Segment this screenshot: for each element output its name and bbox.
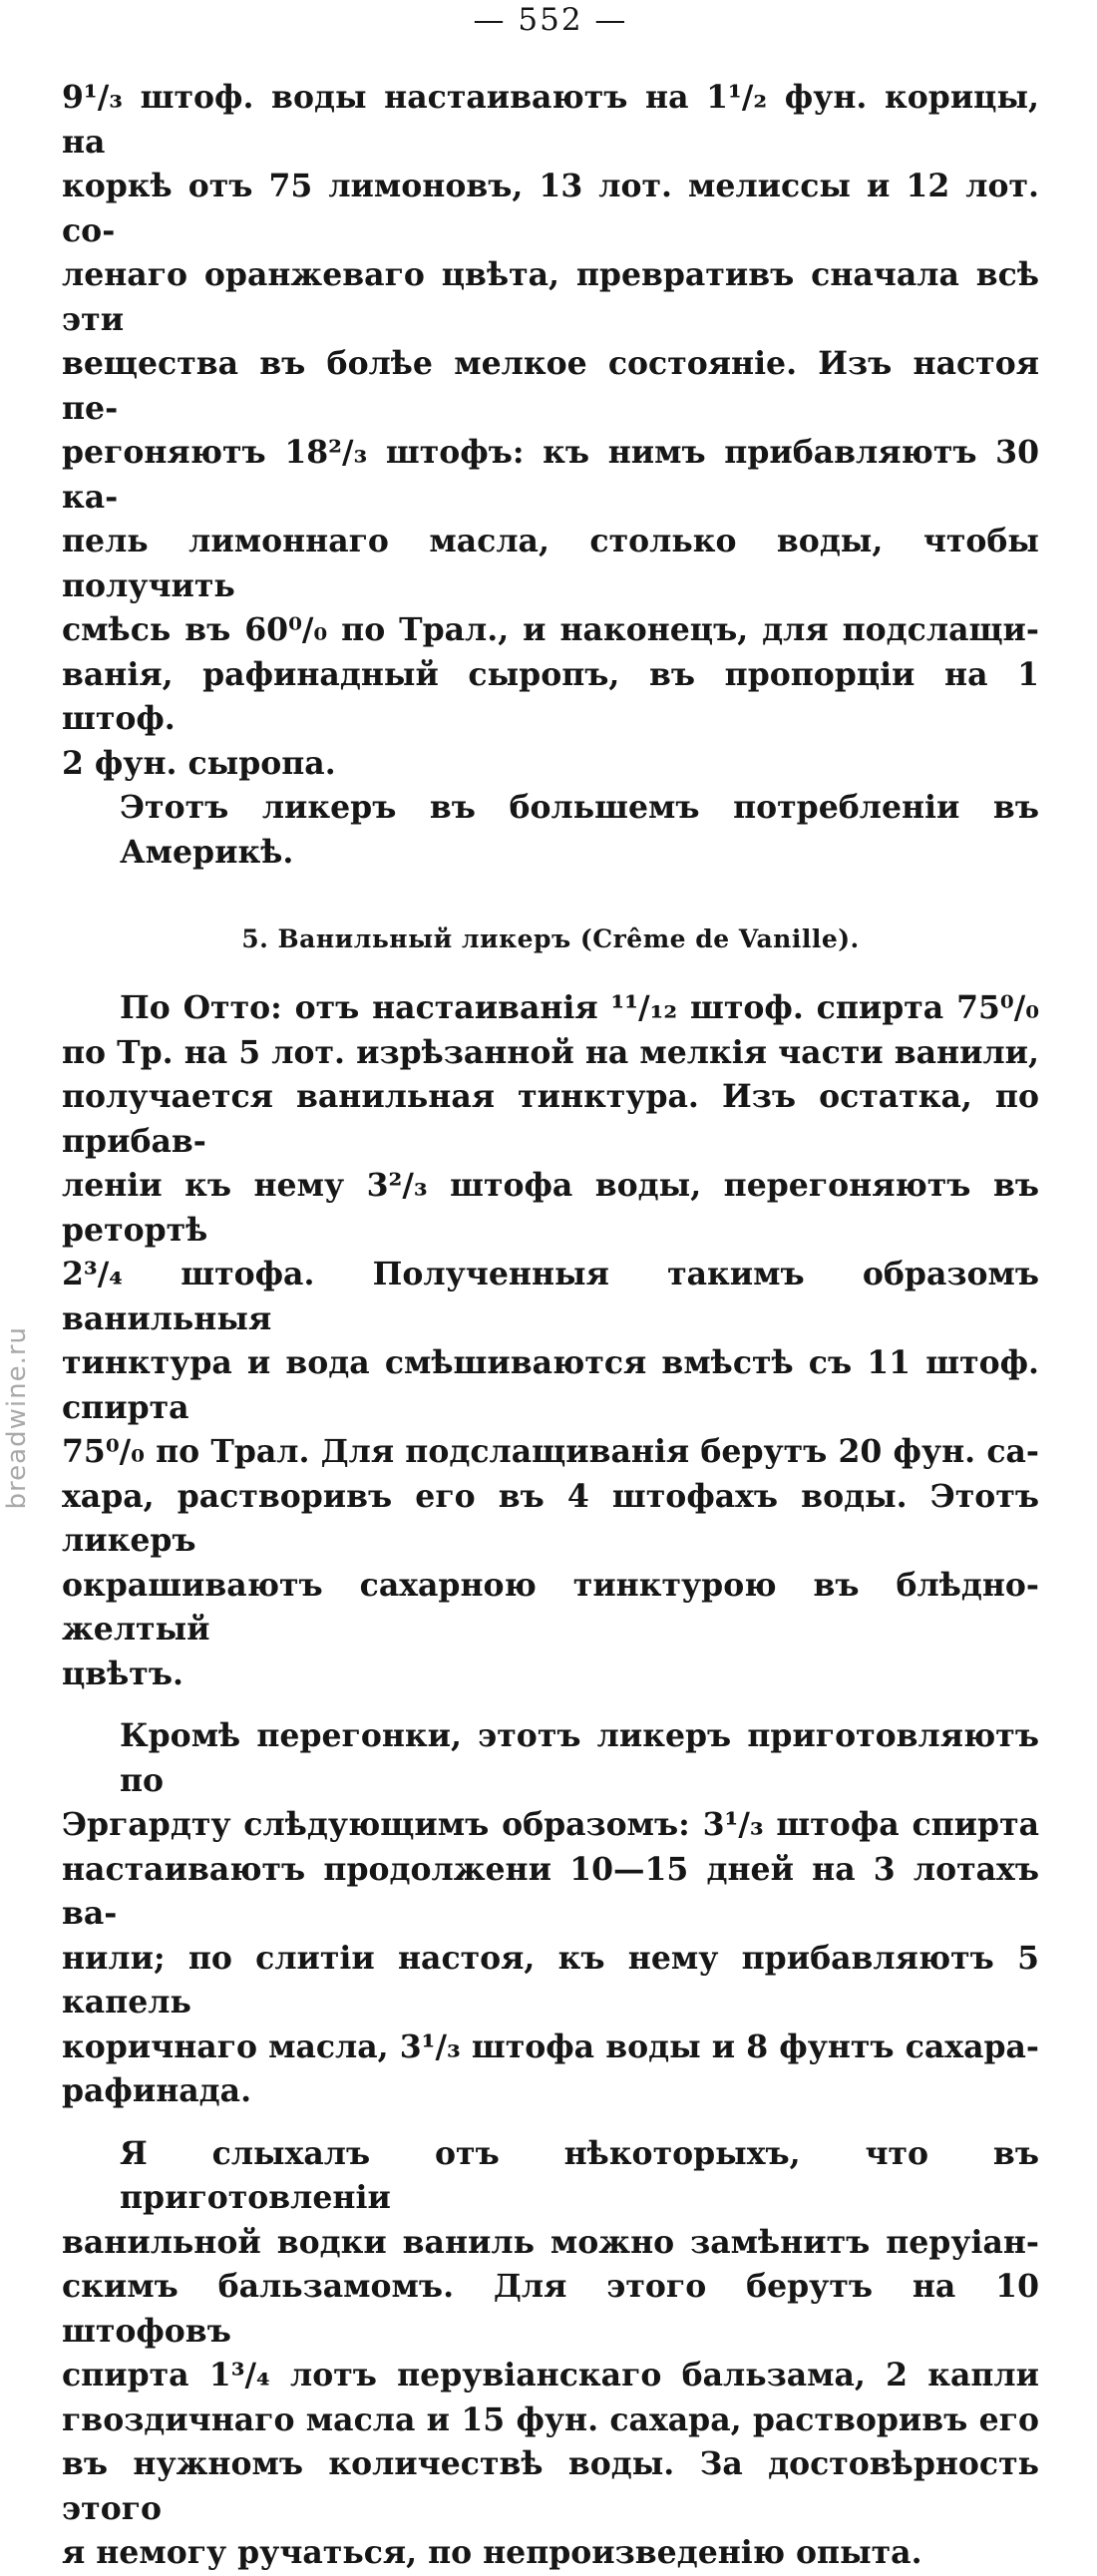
text-line: хара, растворивъ его въ 4 штофахъ воды. Этотъ ликеръ: [62, 1477, 1039, 1559]
text-line: получается ванильная тинктура. Изъ остатка, по прибав-: [62, 1078, 1039, 1160]
text-line: ванія, рафинадный сыропъ, въ пропорціи на 1 штоф.: [62, 655, 1039, 737]
text-line: гвоздичнаго масла и 15 фун. сахара, растворивъ его: [62, 2400, 1039, 2438]
text-line: 2 фун. сыропа.: [62, 744, 336, 782]
text-line: тинктура и вода смѣшиваются вмѣстѣ съ 11 штоф. спирта: [62, 1344, 1039, 1426]
text-line: 75⁰/₀ по Трал. Для подслащиванія берутъ 20 фун. са-: [62, 1433, 1039, 1470]
section-title: 5. Ванильный ликеръ (Crême de Vanille).: [241, 924, 860, 953]
text-line: настаиваютъ продолжени 10—15 дней на 3 лотахъ ва-: [62, 1850, 1039, 1932]
text-line: смѣсь въ 60⁰/₀ по Трал., и наконецъ, для подслащи-: [62, 611, 1039, 648]
text-line: По Отто: отъ настаиванія ¹¹/₁₂ штоф. спирта 75⁰/₀: [120, 989, 1039, 1026]
text-line: коричнаго масла, 3¹/₃ штофа воды и 8 фунтъ сахара-: [62, 2027, 1039, 2065]
text-line: нили; по слитіи настоя, къ нему прибавляютъ 5 капель: [62, 1939, 1039, 2021]
text-line: пель лимоннаго масла, столько воды, чтобы получить: [62, 523, 1039, 604]
text-line: скимъ бальзамомъ. Для этого берутъ на 10 штофовъ: [62, 2268, 1039, 2350]
text-line: цвѣтъ.: [62, 1655, 183, 1692]
text-line: Этотъ ликеръ въ большемъ потребленіи въ Америкѣ.: [120, 789, 1039, 871]
text-line: Я слыхалъ отъ нѣкоторыхъ, что въ приготовленіи: [120, 2134, 1039, 2216]
text-line: окрашиваютъ сахарною тинктурою въ блѣдно-желтый: [62, 1566, 1039, 1648]
text-line: 9¹/₃ штоф. воды настаиваютъ на 1¹/₂ фун. корицы, на: [62, 79, 1039, 161]
text-line: ванильной водки ваниль можно замѣнитъ перуіан-: [62, 2223, 1039, 2261]
text-line: рафинада.: [62, 2072, 252, 2109]
text-line: 2³/₄ штофа. Полученныя такимъ образомъ ванильныя: [62, 1256, 1039, 1337]
watermark: breadwine.ru: [2, 1326, 32, 1510]
text-line: коркѣ отъ 75 лимоновъ, 13 лот. мелиссы и 12 лот. со-: [62, 168, 1039, 249]
paragraph-erhardt-method: [62, 1714, 1039, 2114]
text-line: регоняютъ 18²/₃ штофъ: къ нимъ прибавляютъ 30 ка-: [62, 434, 1039, 516]
text-line: по Тр. на 5 лот. изрѣзанной на мелкія части ванили,: [62, 1033, 1039, 1071]
text-line: въ нужномъ количествѣ воды. За достовѣрность этого: [62, 2445, 1039, 2527]
page-number: — 552 —: [473, 2, 628, 38]
text-line: спирта 1³/₄ лотъ перувіанскаго бальзама, 2 капли: [62, 2357, 1039, 2393]
text-line: Эргардту слѣдующимъ образомъ: 3¹/₃ штофа спирта: [62, 1806, 1039, 1843]
text-line: Кромѣ перегонки, этотъ ликеръ приготовляютъ по: [120, 1717, 1039, 1799]
paragraph-america-note: [62, 786, 1039, 875]
paragraph-otto-method: [62, 986, 1039, 1696]
paragraph-liqueur-recipe: [62, 76, 1039, 786]
text-line: леніи къ нему 3²/₃ штофа воды, перегоняютъ въ ретортѣ: [62, 1167, 1039, 1249]
text-line: ленаго оранжеваго цвѣта, превративъ сначала всѣ эти: [62, 256, 1039, 338]
book-page: [62, 0, 1039, 2576]
text-line: я немогу ручаться, по непроизведенію опыта.: [62, 2534, 922, 2571]
paragraph-peruvian-balsam: [62, 2132, 1039, 2576]
text-line: вещества въ болѣе мелкое состояніе. Изъ настоя пе-: [62, 345, 1039, 427]
